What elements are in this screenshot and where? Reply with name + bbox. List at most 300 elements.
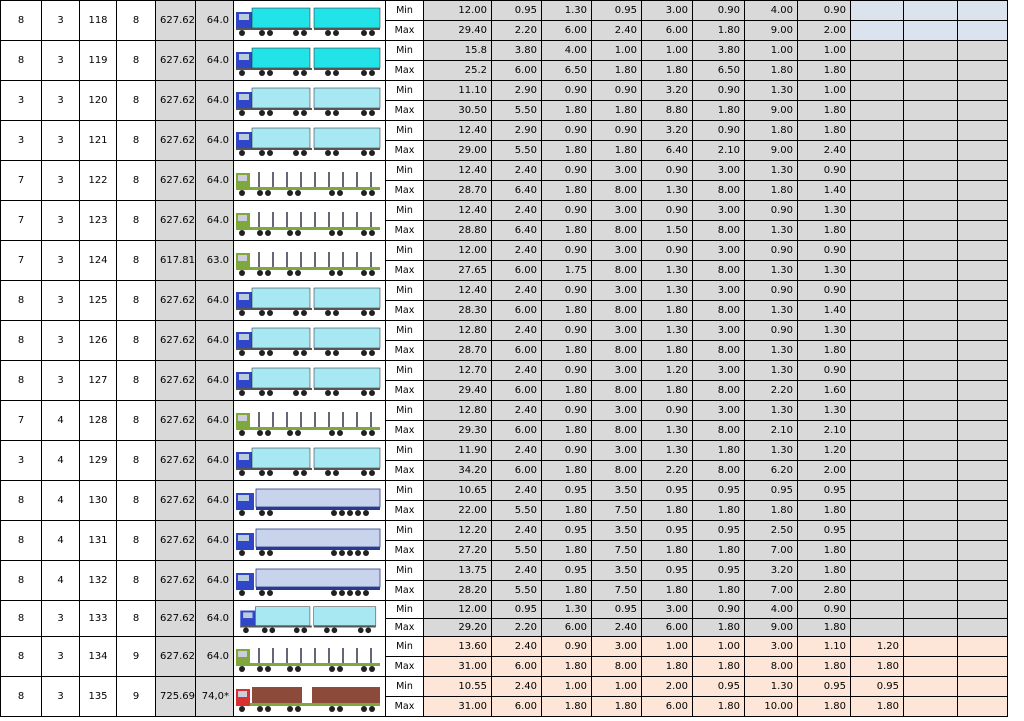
min-value: 0.90 bbox=[542, 161, 592, 181]
min-value bbox=[958, 241, 1008, 261]
config-id: 120 bbox=[80, 81, 117, 121]
max-value: 1.80 bbox=[693, 581, 745, 601]
max-value bbox=[958, 301, 1008, 321]
max-value: 2.40 bbox=[798, 141, 851, 161]
min-value: 1.00 bbox=[798, 81, 851, 101]
max-value: 10.00 bbox=[745, 697, 798, 717]
max-value: 6.40 bbox=[642, 141, 693, 161]
red-timber-truck-icon bbox=[234, 679, 384, 715]
max-value: 8.00 bbox=[592, 341, 642, 361]
min-value bbox=[958, 361, 1008, 381]
green-timber-truck-icon bbox=[234, 639, 384, 675]
col-b: 3 bbox=[42, 637, 80, 677]
min-value: 0.90 bbox=[542, 281, 592, 301]
max-value bbox=[904, 657, 958, 677]
col-a: 8 bbox=[1, 361, 42, 401]
min-value: 0.90 bbox=[642, 201, 693, 221]
min-value: 0.95 bbox=[745, 481, 798, 501]
max-value: 30.50 bbox=[424, 101, 492, 121]
min-value: 1.10 bbox=[798, 637, 851, 657]
max-label: Max bbox=[386, 141, 424, 161]
vehicle-image bbox=[234, 81, 386, 121]
max-value: 7.50 bbox=[592, 541, 642, 561]
min-value bbox=[851, 281, 904, 301]
max-value: 1.80 bbox=[798, 619, 851, 637]
length-value: 64.0 bbox=[196, 637, 234, 677]
axle-count: 8 bbox=[117, 241, 156, 281]
min-value: 12.20 bbox=[424, 521, 492, 541]
weight-value: 627.62 bbox=[156, 561, 196, 601]
weight-value: 627.62 bbox=[156, 401, 196, 441]
max-value bbox=[904, 141, 958, 161]
max-value: 6.00 bbox=[642, 21, 693, 41]
lightblue-double-truck-icon bbox=[234, 443, 384, 479]
max-value: 31.00 bbox=[424, 657, 492, 677]
col-b: 3 bbox=[42, 361, 80, 401]
max-value: 2.00 bbox=[798, 461, 851, 481]
vehicle-image bbox=[234, 201, 386, 241]
max-value: 28.80 bbox=[424, 221, 492, 241]
max-label: Max bbox=[386, 261, 424, 281]
col-a: 3 bbox=[1, 441, 42, 481]
table-row bbox=[1, 281, 1024, 301]
max-value: 1.80 bbox=[798, 61, 851, 81]
min-value: 13.75 bbox=[424, 561, 492, 581]
min-value bbox=[904, 281, 958, 301]
min-value: 2.40 bbox=[492, 401, 542, 421]
min-value: 0.90 bbox=[693, 121, 745, 141]
table-row bbox=[1, 637, 1024, 657]
min-label: Min bbox=[386, 161, 424, 181]
table-row bbox=[1, 677, 1024, 697]
min-label: Min bbox=[386, 361, 424, 381]
min-value: 3.00 bbox=[693, 241, 745, 261]
max-value: 6.40 bbox=[492, 221, 542, 241]
max-value: 1.40 bbox=[798, 301, 851, 321]
max-value: 8.00 bbox=[693, 221, 745, 241]
length-value: 64.0 bbox=[196, 401, 234, 441]
min-label: Min bbox=[386, 321, 424, 341]
col-a: 7 bbox=[1, 241, 42, 281]
col-a: 8 bbox=[1, 637, 42, 677]
max-value: 8.00 bbox=[592, 301, 642, 321]
lightblue-double-truck-icon bbox=[234, 123, 384, 159]
max-value bbox=[904, 101, 958, 121]
max-value bbox=[904, 421, 958, 441]
axle-count: 8 bbox=[117, 361, 156, 401]
vehicle-image bbox=[234, 41, 386, 81]
semi-flat-truck-icon bbox=[234, 563, 384, 599]
config-id: 128 bbox=[80, 401, 117, 441]
col-b: 3 bbox=[42, 201, 80, 241]
min-value: 12.80 bbox=[424, 401, 492, 421]
max-value: 1.80 bbox=[693, 101, 745, 121]
max-label: Max bbox=[386, 461, 424, 481]
col-a: 8 bbox=[1, 481, 42, 521]
min-label: Min bbox=[386, 521, 424, 541]
min-value: 3.00 bbox=[693, 401, 745, 421]
config-id: 133 bbox=[80, 601, 117, 637]
max-value: 31.00 bbox=[424, 697, 492, 717]
max-value: 6.00 bbox=[492, 261, 542, 281]
axle-count: 8 bbox=[117, 481, 156, 521]
min-value bbox=[958, 441, 1008, 461]
min-value: 3.00 bbox=[592, 637, 642, 657]
max-value: 8.00 bbox=[693, 301, 745, 321]
min-value bbox=[958, 481, 1008, 501]
max-value: 6.00 bbox=[542, 21, 592, 41]
lightblue-double-truck-icon bbox=[234, 363, 384, 399]
table-row bbox=[1, 321, 1024, 341]
max-value bbox=[958, 61, 1008, 81]
weight-value: 627.62 bbox=[156, 121, 196, 161]
min-value: 3.00 bbox=[693, 281, 745, 301]
max-value: 9.00 bbox=[745, 21, 798, 41]
min-value bbox=[851, 521, 904, 541]
weight-value: 627.62 bbox=[156, 41, 196, 81]
max-value bbox=[904, 461, 958, 481]
min-value: 1.00 bbox=[592, 41, 642, 61]
max-value: 1.80 bbox=[851, 697, 904, 717]
min-value: 4.00 bbox=[745, 1, 798, 21]
max-value bbox=[851, 101, 904, 121]
col-a: 8 bbox=[1, 561, 42, 601]
min-value: 3.20 bbox=[745, 561, 798, 581]
min-value bbox=[851, 81, 904, 101]
length-value: 74,0* bbox=[196, 677, 234, 717]
length-value: 64.0 bbox=[196, 81, 234, 121]
col-b: 3 bbox=[42, 121, 80, 161]
min-value: 12.40 bbox=[424, 281, 492, 301]
max-value: 1.80 bbox=[798, 697, 851, 717]
min-value: 1.80 bbox=[798, 121, 851, 141]
min-value: 0.90 bbox=[642, 241, 693, 261]
max-value: 1.80 bbox=[542, 657, 592, 677]
col-a: 3 bbox=[1, 81, 42, 121]
min-label: Min bbox=[386, 241, 424, 261]
col-b: 3 bbox=[42, 161, 80, 201]
lightblue-double-truck-icon bbox=[234, 323, 384, 359]
max-value: 1.80 bbox=[693, 21, 745, 41]
min-value: 0.90 bbox=[542, 81, 592, 101]
weight-value: 617.81 bbox=[156, 241, 196, 281]
min-value: 3.00 bbox=[592, 241, 642, 261]
semi-flat-truck-icon bbox=[234, 523, 384, 559]
cyan-double-trailer-truck-icon bbox=[234, 43, 384, 79]
axle-count: 9 bbox=[117, 677, 156, 717]
max-value: 1.40 bbox=[798, 181, 851, 201]
max-value: 1.80 bbox=[642, 501, 693, 521]
min-value: 10.55 bbox=[424, 677, 492, 697]
vehicle-image bbox=[234, 521, 386, 561]
max-value: 1.80 bbox=[693, 619, 745, 637]
col-a: 7 bbox=[1, 201, 42, 241]
length-value: 64.0 bbox=[196, 201, 234, 241]
min-value: 0.90 bbox=[542, 321, 592, 341]
max-value: 6.50 bbox=[693, 61, 745, 81]
min-value: 12.70 bbox=[424, 361, 492, 381]
max-value: 1.80 bbox=[642, 301, 693, 321]
min-value: 0.95 bbox=[798, 521, 851, 541]
max-value: 1.80 bbox=[642, 541, 693, 561]
min-value bbox=[851, 321, 904, 341]
min-value: 0.95 bbox=[642, 561, 693, 581]
config-id: 127 bbox=[80, 361, 117, 401]
max-label: Max bbox=[386, 421, 424, 441]
min-value: 3.80 bbox=[693, 41, 745, 61]
max-value bbox=[904, 21, 958, 41]
max-value: 22.00 bbox=[424, 501, 492, 521]
max-value bbox=[958, 581, 1008, 601]
max-value bbox=[851, 221, 904, 241]
max-value: 1.80 bbox=[592, 141, 642, 161]
min-value bbox=[851, 41, 904, 61]
col-a: 8 bbox=[1, 281, 42, 321]
max-value: 6.00 bbox=[642, 619, 693, 637]
max-value: 1.30 bbox=[745, 341, 798, 361]
config-id: 119 bbox=[80, 41, 117, 81]
min-value: 1.30 bbox=[798, 201, 851, 221]
col-a: 7 bbox=[1, 161, 42, 201]
table-row bbox=[1, 441, 1024, 461]
min-value: 0.90 bbox=[542, 361, 592, 381]
min-value: 2.40 bbox=[492, 441, 542, 461]
min-value: 2.40 bbox=[492, 321, 542, 341]
min-value bbox=[851, 481, 904, 501]
vehicle-image bbox=[234, 637, 386, 677]
min-value: 1.30 bbox=[745, 161, 798, 181]
max-value: 8.00 bbox=[592, 461, 642, 481]
col-b: 3 bbox=[42, 321, 80, 361]
max-value: 1.80 bbox=[542, 581, 592, 601]
max-value: 8.00 bbox=[592, 657, 642, 677]
max-value bbox=[851, 619, 904, 637]
max-value bbox=[851, 461, 904, 481]
table-row bbox=[1, 521, 1024, 541]
lightblue-double-truck-icon bbox=[234, 283, 384, 319]
max-value bbox=[958, 181, 1008, 201]
min-value: 0.90 bbox=[745, 281, 798, 301]
min-value: 3.00 bbox=[592, 161, 642, 181]
max-value: 7.00 bbox=[745, 541, 798, 561]
max-value: 28.20 bbox=[424, 581, 492, 601]
max-value: 5.50 bbox=[492, 501, 542, 521]
min-value bbox=[958, 201, 1008, 221]
max-value: 29.40 bbox=[424, 381, 492, 401]
table-row bbox=[1, 561, 1024, 581]
max-value bbox=[958, 541, 1008, 561]
length-value: 64.0 bbox=[196, 481, 234, 521]
table-row bbox=[1, 41, 1024, 61]
min-value bbox=[958, 637, 1008, 657]
min-value bbox=[851, 441, 904, 461]
max-value: 6.00 bbox=[492, 697, 542, 717]
min-value bbox=[904, 41, 958, 61]
min-value bbox=[904, 161, 958, 181]
max-value: 8.00 bbox=[592, 261, 642, 281]
vehicle-image bbox=[234, 361, 386, 401]
table-row bbox=[1, 401, 1024, 421]
min-value: 1.00 bbox=[642, 41, 693, 61]
max-value: 29.20 bbox=[424, 619, 492, 637]
min-value bbox=[904, 637, 958, 657]
min-value: 2.50 bbox=[745, 521, 798, 541]
lightblue-double-truck-icon bbox=[234, 83, 384, 119]
min-value: 0.90 bbox=[693, 601, 745, 619]
max-value: 8.00 bbox=[693, 461, 745, 481]
length-value: 64.0 bbox=[196, 321, 234, 361]
max-value bbox=[904, 61, 958, 81]
min-value bbox=[958, 41, 1008, 61]
max-value bbox=[904, 581, 958, 601]
max-value bbox=[904, 261, 958, 281]
min-value: 0.90 bbox=[798, 361, 851, 381]
min-value: 0.95 bbox=[492, 601, 542, 619]
max-value: 1.80 bbox=[542, 141, 592, 161]
max-label: Max bbox=[386, 501, 424, 521]
vehicle-image bbox=[234, 601, 386, 637]
min-value: 2.40 bbox=[492, 281, 542, 301]
min-value: 1.00 bbox=[642, 637, 693, 657]
max-value: 7.00 bbox=[745, 581, 798, 601]
table-body bbox=[1, 1, 1024, 717]
max-value: 25.2 bbox=[424, 61, 492, 81]
col-b: 4 bbox=[42, 441, 80, 481]
max-value: 1.80 bbox=[542, 181, 592, 201]
max-value bbox=[851, 581, 904, 601]
max-label: Max bbox=[386, 21, 424, 41]
table-row bbox=[1, 1, 1024, 21]
max-value bbox=[958, 657, 1008, 677]
max-value: 1.80 bbox=[745, 61, 798, 81]
min-value: 3.50 bbox=[592, 561, 642, 581]
max-value: 1.80 bbox=[592, 61, 642, 81]
min-value: 3.00 bbox=[642, 601, 693, 619]
max-value: 6.00 bbox=[542, 619, 592, 637]
max-value: 1.50 bbox=[642, 221, 693, 241]
min-value: 1.80 bbox=[693, 441, 745, 461]
max-label: Max bbox=[386, 657, 424, 677]
min-value: 1.00 bbox=[542, 677, 592, 697]
table-row bbox=[1, 361, 1024, 381]
weight-value: 627.62 bbox=[156, 637, 196, 677]
min-value: 1.30 bbox=[745, 401, 798, 421]
max-value: 34.20 bbox=[424, 461, 492, 481]
col-a: 7 bbox=[1, 401, 42, 441]
length-value: 64.0 bbox=[196, 561, 234, 601]
max-value bbox=[851, 301, 904, 321]
min-value bbox=[904, 481, 958, 501]
max-value bbox=[851, 181, 904, 201]
min-value: 0.95 bbox=[693, 561, 745, 581]
max-label: Max bbox=[386, 541, 424, 561]
max-label: Max bbox=[386, 697, 424, 717]
max-value bbox=[958, 697, 1008, 717]
table-row bbox=[1, 121, 1024, 141]
max-value: 1.80 bbox=[542, 381, 592, 401]
min-value: 12.40 bbox=[424, 161, 492, 181]
vehicle-image bbox=[234, 677, 386, 717]
col-b: 3 bbox=[42, 41, 80, 81]
table-row bbox=[1, 81, 1024, 101]
min-value: 0.95 bbox=[851, 677, 904, 697]
min-value: 11.90 bbox=[424, 441, 492, 461]
min-value: 0.95 bbox=[693, 677, 745, 697]
min-value: 2.40 bbox=[492, 201, 542, 221]
max-value: 1.75 bbox=[542, 261, 592, 281]
min-value bbox=[904, 81, 958, 101]
max-value: 2.10 bbox=[693, 141, 745, 161]
min-value bbox=[958, 601, 1008, 619]
min-value: 1.30 bbox=[642, 281, 693, 301]
length-value: 64.0 bbox=[196, 161, 234, 201]
max-value: 29.00 bbox=[424, 141, 492, 161]
min-value: 1.20 bbox=[642, 361, 693, 381]
config-id: 132 bbox=[80, 561, 117, 601]
config-id: 125 bbox=[80, 281, 117, 321]
max-value: 8.00 bbox=[745, 657, 798, 677]
max-value: 9.00 bbox=[745, 101, 798, 121]
col-a: 8 bbox=[1, 601, 42, 637]
min-value: 1.80 bbox=[798, 561, 851, 581]
min-label: Min bbox=[386, 561, 424, 581]
max-value bbox=[904, 181, 958, 201]
table-row bbox=[1, 201, 1024, 221]
length-value: 64.0 bbox=[196, 1, 234, 41]
max-label: Max bbox=[386, 221, 424, 241]
min-value: 1.30 bbox=[542, 601, 592, 619]
col-a: 8 bbox=[1, 321, 42, 361]
min-value: 2.90 bbox=[492, 81, 542, 101]
min-value: 1.00 bbox=[693, 637, 745, 657]
min-value: 0.90 bbox=[798, 601, 851, 619]
min-value: 3.00 bbox=[693, 361, 745, 381]
max-value: 8.00 bbox=[693, 381, 745, 401]
config-id: 123 bbox=[80, 201, 117, 241]
min-value: 0.95 bbox=[693, 521, 745, 541]
max-value: 8.00 bbox=[693, 421, 745, 441]
min-value bbox=[958, 677, 1008, 697]
min-value bbox=[904, 121, 958, 141]
max-value: 2.20 bbox=[492, 619, 542, 637]
axle-count: 8 bbox=[117, 441, 156, 481]
max-value: 1.30 bbox=[745, 221, 798, 241]
max-value bbox=[958, 461, 1008, 481]
table-row bbox=[1, 161, 1024, 181]
min-value bbox=[904, 441, 958, 461]
min-value: 4.00 bbox=[745, 601, 798, 619]
max-value: 8.00 bbox=[592, 181, 642, 201]
axle-count: 9 bbox=[117, 637, 156, 677]
config-id: 129 bbox=[80, 441, 117, 481]
min-value: 3.20 bbox=[642, 121, 693, 141]
length-value: 64.0 bbox=[196, 601, 234, 637]
min-value: 0.90 bbox=[592, 81, 642, 101]
axle-count: 8 bbox=[117, 561, 156, 601]
min-value: 0.90 bbox=[798, 241, 851, 261]
max-value: 27.20 bbox=[424, 541, 492, 561]
min-value: 12.80 bbox=[424, 321, 492, 341]
min-value: 1.00 bbox=[745, 41, 798, 61]
min-value bbox=[851, 201, 904, 221]
green-timber-truck-icon bbox=[234, 203, 384, 239]
col-b: 3 bbox=[42, 1, 80, 41]
min-value bbox=[851, 121, 904, 141]
max-value: 7.50 bbox=[592, 501, 642, 521]
max-value bbox=[958, 619, 1008, 637]
min-value: 0.95 bbox=[642, 521, 693, 541]
max-value bbox=[851, 381, 904, 401]
